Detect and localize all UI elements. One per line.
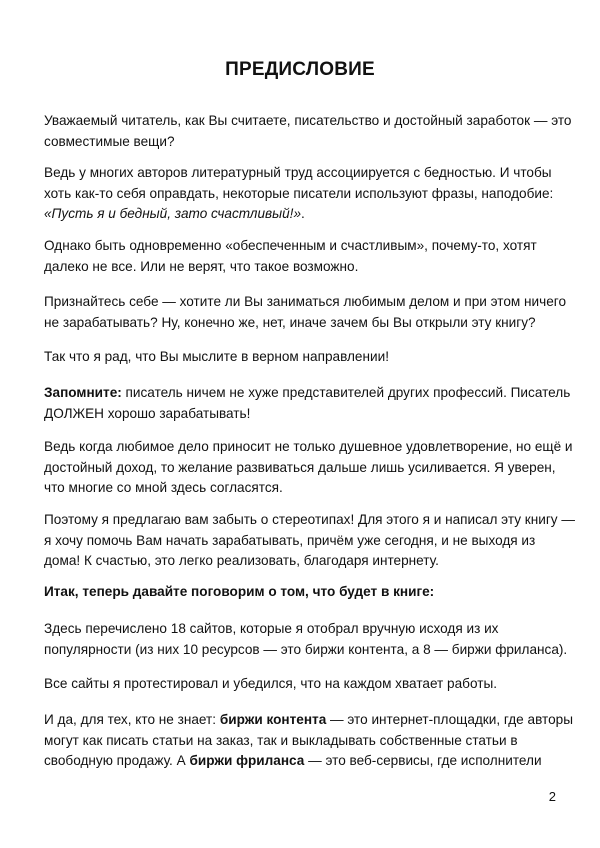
paragraph-6 <box>44 383 571 424</box>
text-line: совместимые вещи? <box>44 133 175 149</box>
term-bold: биржи фриланса <box>189 753 305 768</box>
paragraph-7 <box>44 437 573 499</box>
text-line: Ведь когда любимое дело приносит не только душевное удовлетворение, но ещё и <box>44 439 573 454</box>
text-line: дома! К счастью, это легко реализовать, благодаря интернету. <box>44 553 439 568</box>
text-line: ДОЛЖЕН хорошо зарабатывать! <box>44 405 251 421</box>
text-line: Все сайты я протестировал и убедился, что на каждом хватает работы. <box>44 676 498 691</box>
text-run: — это интернет-площадки, где авторы <box>326 712 573 727</box>
text-line: далеко не все. Или не верят, что такое возможно. <box>44 258 359 274</box>
text-line: Уважаемый читатель, как Вы считаете, писательство и достойный заработок — это <box>44 113 572 128</box>
paragraph-2 <box>44 163 564 225</box>
text-line: популярности (из них 10 ресурсов — это биржи контента, а 8 — биржи фриланса). <box>44 641 568 657</box>
paragraph-12 <box>44 710 573 772</box>
text-run: писатель ничем не хуже представителей других профессий. Писатель <box>121 385 571 400</box>
text-line <box>44 204 564 225</box>
text-line: Признайтесь себе — хотите ли Вы заниматься любимым делом и при этом ничего <box>44 294 567 309</box>
text-line: Поэтому я предлагаю вам забыть о стереотипах! Для этого я и написал эту книгу — <box>44 512 575 527</box>
text-line <box>44 751 564 772</box>
quote-italic: «Пусть я и бедный, зато счастливый!» <box>44 206 302 221</box>
text-line: я хочу помочь Вам начать зарабатывать, причём уже сегодня, и не выходя из <box>44 532 536 548</box>
text-line: Здесь перечислено 18 сайтов, которые я отобрал вручную исходя из их <box>44 621 499 636</box>
text-run: — это веб-сервисы, где исполнители <box>304 753 542 768</box>
paragraph-8 <box>44 510 575 572</box>
text-line <box>44 383 571 404</box>
text-line: что многие со мной здесь согласятся. <box>44 480 283 495</box>
paragraph-11 <box>44 674 564 695</box>
text-line <box>44 710 573 731</box>
paragraph-9-heading <box>44 582 564 603</box>
text-line: достойный доход, то желание развиваться дальше лишь усиливается. Я уверен, <box>44 459 556 475</box>
term-bold: биржи контента <box>219 712 327 727</box>
bold-label: Запомните: <box>44 385 122 400</box>
page-number: 2 <box>548 789 556 804</box>
paragraph-1 <box>44 111 572 152</box>
text-line: Так что я рад, что Вы мыслите в верном направлении! <box>44 349 389 364</box>
paragraph-4 <box>44 292 567 333</box>
paragraph-10 <box>44 619 568 660</box>
text-line: хоть как-то себя оправдать, некоторые писатели используют фразы, наподобие: <box>44 185 554 201</box>
text-run: И да, для тех, кто не знает: <box>44 712 220 727</box>
text-line: Однако быть одновременно «обеспеченным и счастливым», почему-то, хотят <box>44 238 537 253</box>
section-heading: Итак, теперь давайте поговорим о том, что будет в книге: <box>44 584 435 599</box>
text-run: свободную продажу. А <box>44 753 190 768</box>
paragraph-5 <box>44 347 564 368</box>
paragraph-3 <box>44 236 564 277</box>
quote-tail: . <box>301 206 305 221</box>
text-line: могут как писать статьи на заказ, так и выкладывать собственные статьи в <box>44 732 518 748</box>
page-title: ПРЕДИСЛОВИЕ <box>225 59 375 80</box>
text-line: не зарабатывать? Ну, конечно же, нет, иначе зачем бы Вы открыли эту книгу? <box>44 314 536 330</box>
text-line: Ведь у многих авторов литературный труд ассоциируется с бедностью. И чтобы <box>44 165 552 180</box>
